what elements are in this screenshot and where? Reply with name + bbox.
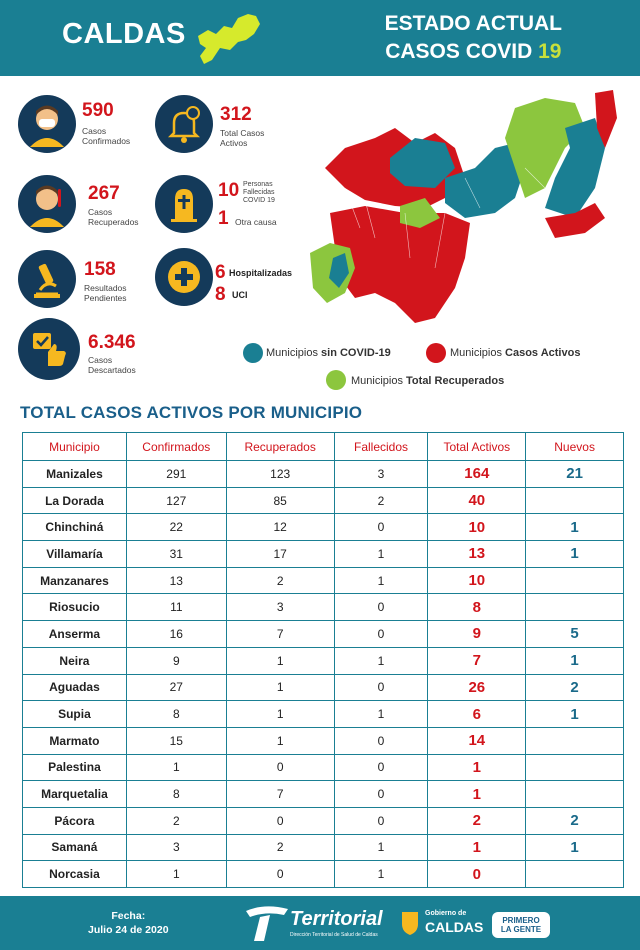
cell-rec: 7 [226, 621, 334, 648]
cell-fall: 1 [334, 834, 428, 861]
cell-rec: 2 [226, 567, 334, 594]
cell-mun: Villamaría [23, 541, 127, 568]
cell-mun: Pácora [23, 807, 127, 834]
cell-mun: Marquetalia [23, 781, 127, 808]
recuperados-label-1: Casos [88, 207, 113, 217]
cell-conf: 13 [126, 567, 226, 594]
cell-act: 6 [428, 701, 526, 728]
cell-conf: 9 [126, 647, 226, 674]
cell-rec: 85 [226, 487, 334, 514]
cell-conf: 1 [126, 754, 226, 781]
cell-rec: 7 [226, 781, 334, 808]
cell-rec: 123 [226, 461, 334, 488]
cell-rec: 1 [226, 674, 334, 701]
cell-act: 0 [428, 861, 526, 888]
cell-fall: 0 [334, 514, 428, 541]
header-fallecidos: Fallecidos [334, 433, 428, 461]
cell-mun: Riosucio [23, 594, 127, 621]
person-mask-icon [18, 95, 76, 153]
fecha-label: Fecha: [111, 910, 146, 922]
cell-new [526, 567, 624, 594]
cell-act: 7 [428, 647, 526, 674]
cell-conf: 27 [126, 674, 226, 701]
cell-new: 21 [526, 461, 624, 488]
cell-fall: 0 [334, 621, 428, 648]
cell-act: 9 [428, 621, 526, 648]
header-title-number: 19 [538, 40, 562, 63]
cell-new [526, 861, 624, 888]
cell-act: 26 [428, 674, 526, 701]
descartados-label [88, 355, 136, 375]
cell-new: 1 [526, 647, 624, 674]
header-municipio: Municipio [23, 433, 127, 461]
primero-la-gente-logo [492, 912, 550, 938]
header-title-prefix: CASOS COVID [385, 40, 533, 63]
cell-rec: 1 [226, 701, 334, 728]
cell-new: 1 [526, 514, 624, 541]
confirmados-label [82, 126, 130, 146]
cell-rec: 17 [226, 541, 334, 568]
descartados-value: 6.346 [88, 332, 136, 353]
cell-new [526, 727, 624, 754]
cell-fall: 0 [334, 674, 428, 701]
table-header-row [23, 433, 624, 461]
cell-act: 10 [428, 514, 526, 541]
uci-label: UCI [232, 290, 248, 300]
header-title [385, 10, 562, 66]
table-row [23, 807, 624, 834]
cell-conf: 3 [126, 834, 226, 861]
territorial-logo-icon [244, 903, 290, 943]
cell-act: 164 [428, 461, 526, 488]
table-row [23, 541, 624, 568]
confirmados-label-1: Casos [82, 126, 107, 136]
table-row [23, 754, 624, 781]
cell-act: 13 [428, 541, 526, 568]
fallecidos-otra-label: Otra causa [235, 217, 277, 227]
table-row [23, 647, 624, 674]
cell-conf: 1 [126, 861, 226, 888]
cell-mun: Chinchiná [23, 514, 127, 541]
cell-act: 1 [428, 781, 526, 808]
municipios-map [305, 88, 625, 328]
table-row [23, 487, 624, 514]
table-row [23, 567, 624, 594]
cell-conf: 8 [126, 701, 226, 728]
cell-mun: Manizales [23, 461, 127, 488]
cell-mun: La Dorada [23, 487, 127, 514]
table-row [23, 594, 624, 621]
activos-value: 312 [220, 104, 252, 125]
cell-new: 1 [526, 834, 624, 861]
tombstone-icon [155, 175, 213, 233]
territorial-logo-sub: Dirección Territorial de Salud de Caldas [290, 932, 378, 938]
confirmados-value: 590 [82, 100, 114, 121]
cell-conf: 22 [126, 514, 226, 541]
descartados-label-1: Casos [88, 355, 113, 365]
recuperados-label [88, 207, 139, 227]
cell-act: 40 [428, 487, 526, 514]
cell-mun: Supia [23, 701, 127, 728]
legend-sin-covid-bold: sin COVID-19 [321, 347, 391, 359]
table-row [23, 514, 624, 541]
cell-mun: Manzanares [23, 567, 127, 594]
cell-rec: 1 [226, 647, 334, 674]
fallecidos-covid-value: 10 [218, 180, 240, 201]
table-row [23, 861, 624, 888]
caldas-map-icon [190, 8, 270, 68]
cell-mun: Aguadas [23, 674, 127, 701]
cell-new [526, 594, 624, 621]
cell-new [526, 754, 624, 781]
municipios-table [22, 432, 624, 888]
table-row [23, 621, 624, 648]
hospitalizadas-value: 6 [215, 262, 226, 283]
hospitalizadas-label: Hospitalizadas [229, 268, 293, 278]
fallecidos-covid-label-2: Fallecidas [243, 189, 275, 196]
cell-mun: Norcasia [23, 861, 127, 888]
legend-dot-recuperados [326, 370, 346, 390]
cell-mun: Palestina [23, 754, 127, 781]
bell-icon [155, 95, 213, 153]
cell-fall: 0 [334, 594, 428, 621]
activos-label-1: Total Casos [220, 128, 265, 138]
cell-act: 10 [428, 567, 526, 594]
cell-rec: 1 [226, 727, 334, 754]
confirmados-label-2: Confirmados [82, 136, 131, 146]
cell-conf: 11 [126, 594, 226, 621]
table-title: TOTAL CASOS ACTIVOS POR MUNICIPIO [20, 403, 363, 422]
cell-conf: 291 [126, 461, 226, 488]
territorial-logo-text: Territorial [290, 908, 383, 930]
table-row [23, 834, 624, 861]
cell-fall: 1 [334, 541, 428, 568]
legend-sin-covid-prefix: Municipios [266, 347, 318, 359]
fecha-value: Julio 24 de 2020 [88, 924, 169, 936]
header-recuperados: Recuperados [226, 433, 334, 461]
checklist-thumbs-up-icon [18, 318, 80, 380]
fallecidos-covid-label-1: Personas [243, 181, 273, 188]
pendientes-label-2: Pendientes [84, 293, 127, 303]
cell-fall: 0 [334, 754, 428, 781]
cell-act: 8 [428, 594, 526, 621]
table-row [23, 781, 624, 808]
cell-fall: 0 [334, 807, 428, 834]
footer-banner [0, 896, 640, 950]
header-title-line2 [385, 38, 562, 66]
cell-rec: 0 [226, 754, 334, 781]
cell-fall: 3 [334, 461, 428, 488]
legend-recuperados-prefix: Municipios [351, 375, 403, 387]
legend-sin-covid [266, 347, 391, 359]
cell-rec: 3 [226, 594, 334, 621]
cell-new: 2 [526, 807, 624, 834]
primero-line2: LA GENTE [500, 925, 542, 934]
gobierno-label-big: CALDAS [425, 919, 484, 935]
cell-new: 2 [526, 674, 624, 701]
cell-fall: 1 [334, 701, 428, 728]
cell-new: 1 [526, 541, 624, 568]
cell-rec: 0 [226, 807, 334, 834]
cell-act: 1 [428, 754, 526, 781]
cell-new [526, 487, 624, 514]
legend-recuperados [351, 375, 504, 387]
cell-fall: 1 [334, 567, 428, 594]
activos-label [220, 128, 264, 148]
cell-fall: 1 [334, 861, 428, 888]
gobierno-label-small: Gobierno de [425, 910, 467, 917]
primero-line1: PRIMERO [502, 916, 540, 925]
cell-conf: 2 [126, 807, 226, 834]
microscope-icon [18, 250, 76, 308]
cell-new: 5 [526, 621, 624, 648]
legend-activos-prefix: Municipios [450, 347, 502, 359]
cell-act: 1 [428, 834, 526, 861]
cell-fall: 0 [334, 781, 428, 808]
uci-value: 8 [215, 284, 226, 305]
cell-mun: Anserma [23, 621, 127, 648]
fallecidos-otra-value: 1 [218, 208, 229, 229]
descartados-label-2: Descartados [88, 365, 136, 375]
fallecidos-covid-label-3: COVID 19 [243, 197, 275, 204]
table-row [23, 461, 624, 488]
table-row [23, 701, 624, 728]
cell-act: 2 [428, 807, 526, 834]
cell-rec: 12 [226, 514, 334, 541]
pendientes-label [84, 283, 127, 303]
cell-mun: Samaná [23, 834, 127, 861]
legend-dot-activos [426, 343, 446, 363]
cell-fall: 2 [334, 487, 428, 514]
fallecidos-covid-label [243, 181, 275, 205]
fecha [88, 909, 169, 937]
header-total-activos: Total Activos [428, 433, 526, 461]
legend-recuperados-bold: Total Recuperados [406, 375, 505, 387]
cell-act: 14 [428, 727, 526, 754]
legend-dot-sin-covid [243, 343, 263, 363]
header-title-line1: ESTADO ACTUAL [384, 12, 562, 35]
header-banner [0, 0, 640, 76]
region-title: CALDAS [62, 18, 186, 50]
header-nuevos: Nuevos [526, 433, 624, 461]
legend-activos [450, 347, 580, 359]
cell-conf: 15 [126, 727, 226, 754]
cell-conf: 16 [126, 621, 226, 648]
cell-new: 1 [526, 701, 624, 728]
table-row [23, 674, 624, 701]
header-confirmados: Confirmados [126, 433, 226, 461]
cell-mun: Neira [23, 647, 127, 674]
cell-fall: 0 [334, 727, 428, 754]
person-thermometer-icon [18, 175, 76, 233]
medical-cross-icon [155, 248, 213, 306]
recuperados-value: 267 [88, 183, 120, 204]
legend-activos-bold: Casos Activos [505, 347, 581, 359]
cell-conf: 8 [126, 781, 226, 808]
cell-conf: 127 [126, 487, 226, 514]
cell-rec: 0 [226, 861, 334, 888]
cell-fall: 1 [334, 647, 428, 674]
pendientes-label-1: Resultados [84, 283, 127, 293]
cell-rec: 2 [226, 834, 334, 861]
gobierno-shield-icon [400, 910, 420, 936]
pendientes-value: 158 [84, 259, 116, 280]
table-row [23, 727, 624, 754]
cell-mun: Marmato [23, 727, 127, 754]
activos-label-2: Activos [220, 138, 248, 148]
cell-conf: 31 [126, 541, 226, 568]
recuperados-label-2: Recuperados [88, 217, 139, 227]
cell-new [526, 781, 624, 808]
